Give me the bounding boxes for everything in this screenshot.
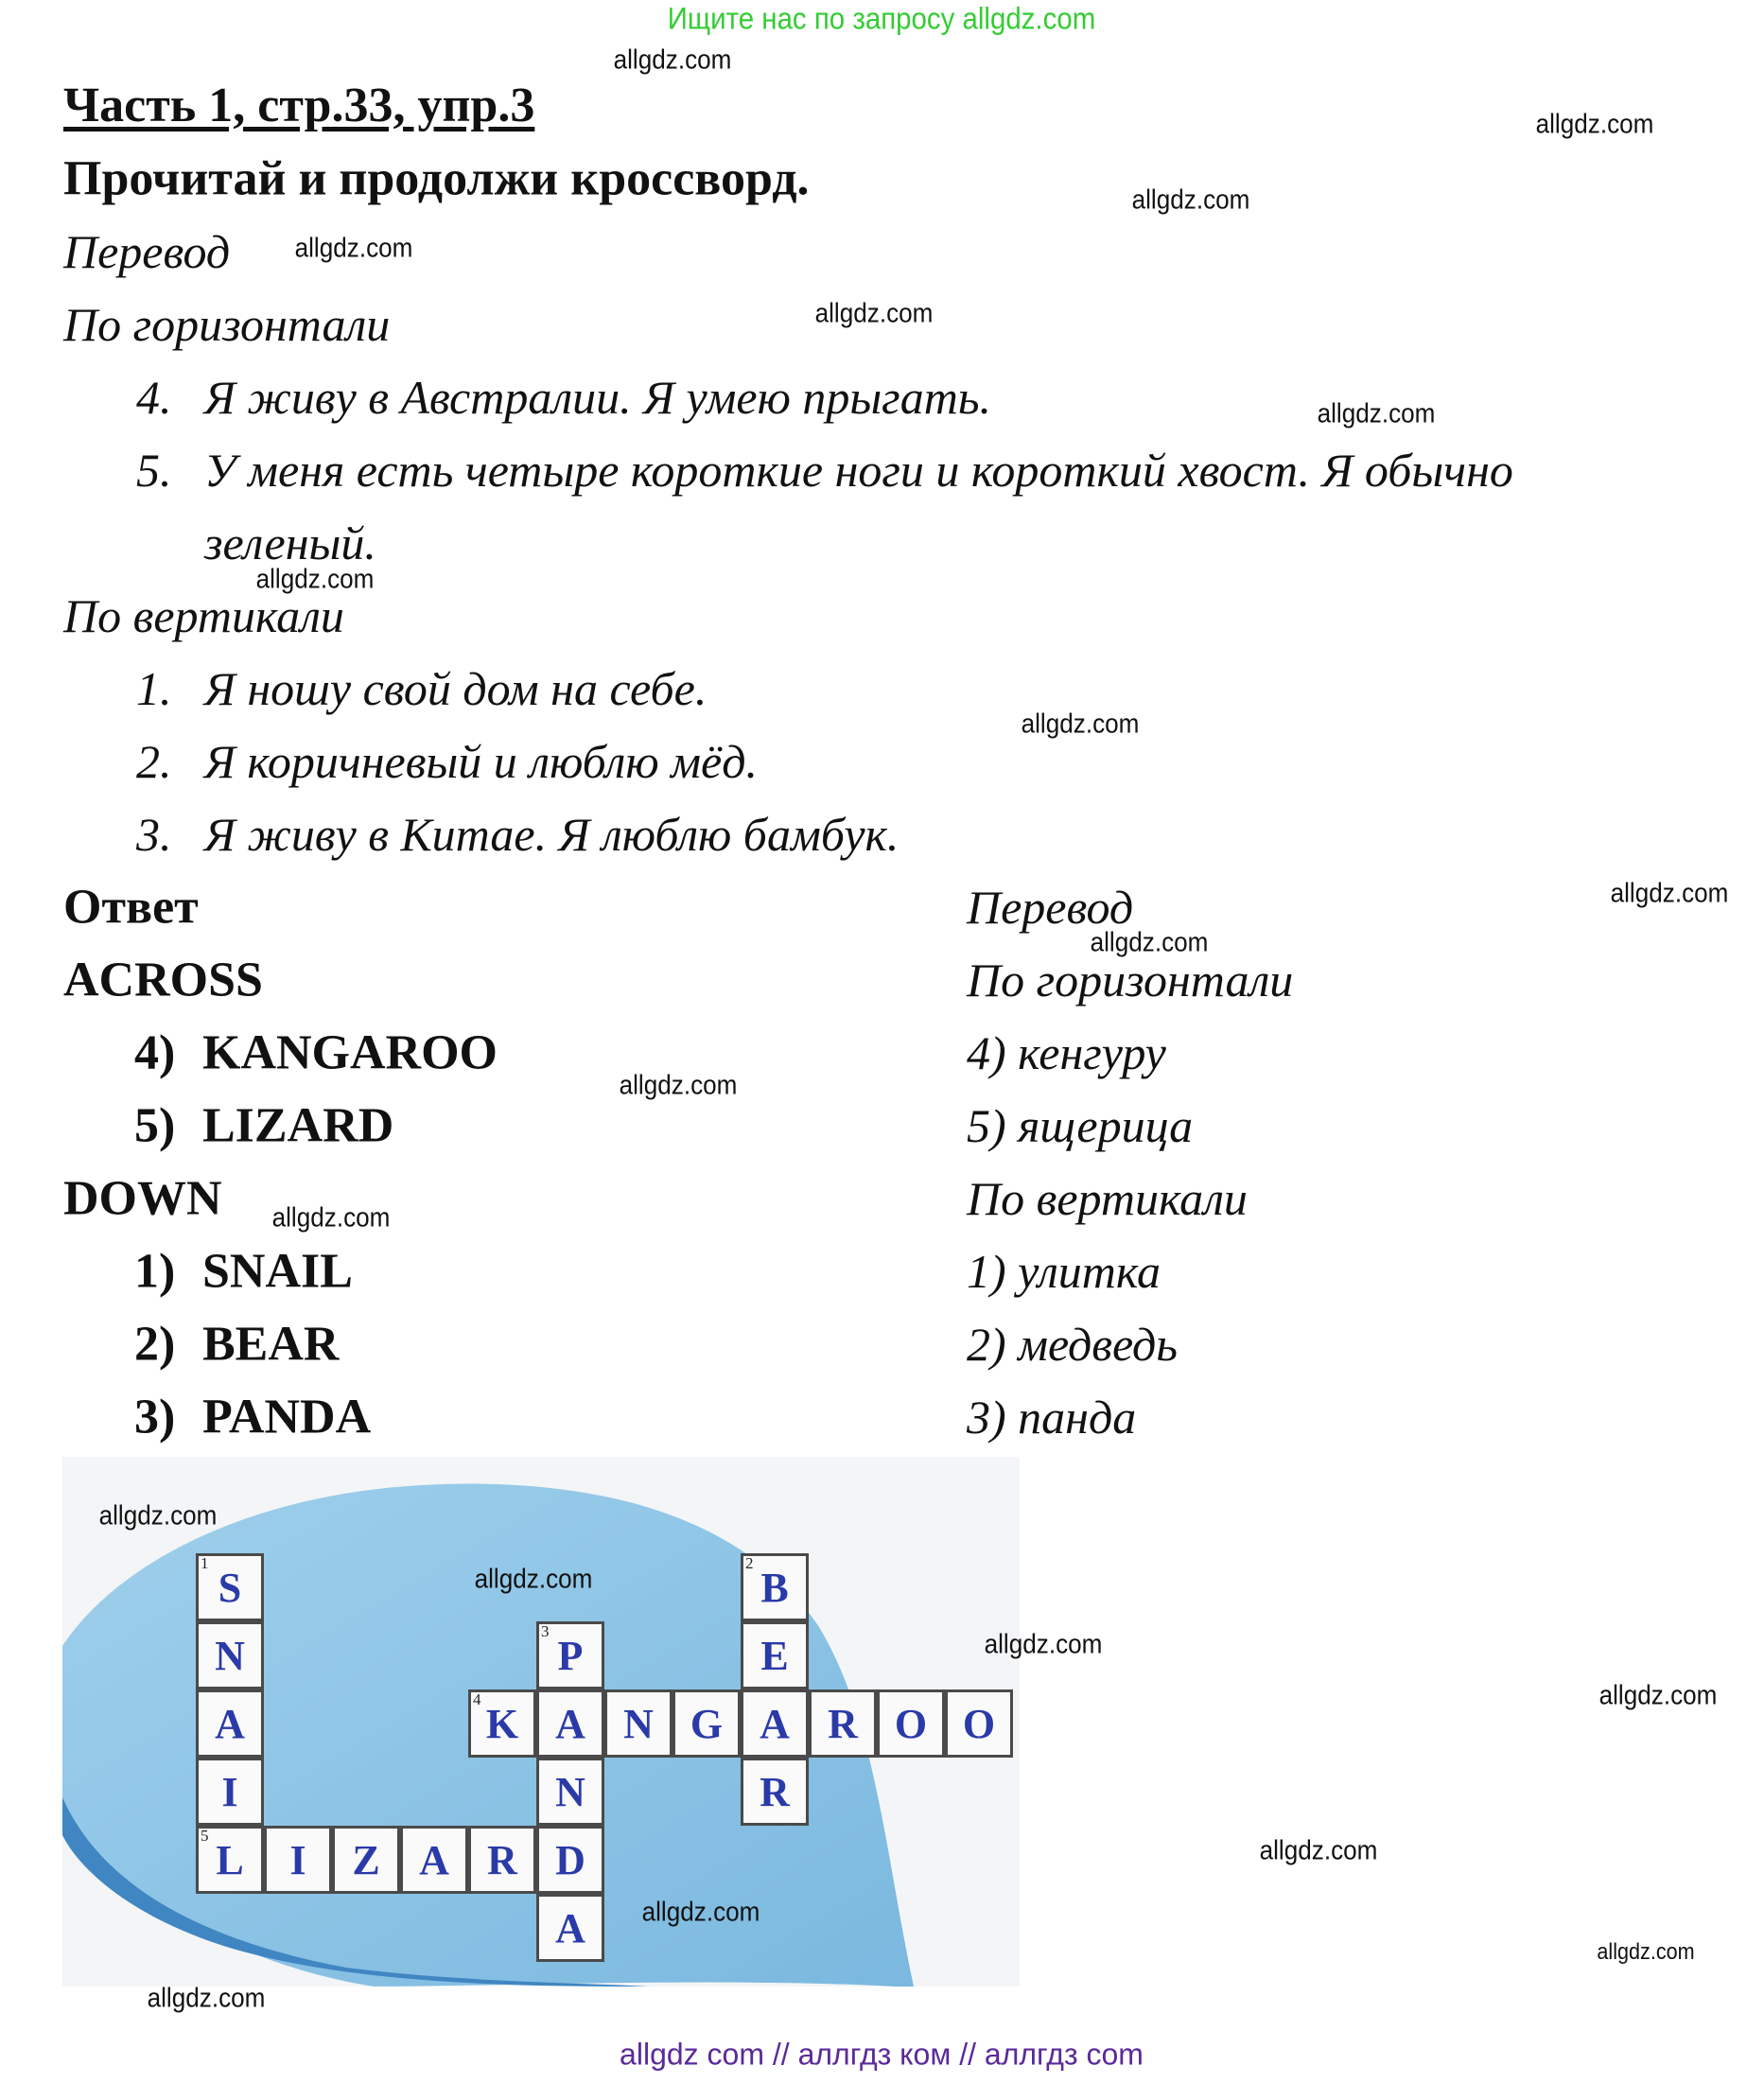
crossword-clue-number: 5 bbox=[201, 1827, 209, 1845]
watermark: allgdz.com bbox=[98, 1500, 218, 1532]
answer-down-3 bbox=[134, 1390, 371, 1445]
crossword-cell bbox=[809, 1689, 877, 1758]
clue-across-5-continued: зеленый. bbox=[204, 516, 376, 569]
watermark: allgdz.com bbox=[1610, 878, 1729, 909]
crossword-letter: I bbox=[221, 1768, 238, 1815]
across-label-ru: По горизонтали bbox=[63, 298, 391, 351]
clue-number: 2. bbox=[136, 735, 172, 788]
crossword-cell bbox=[877, 1689, 945, 1758]
crossword-cell bbox=[196, 1758, 264, 1826]
answer-word: LIZARD bbox=[202, 1098, 394, 1153]
clue-text: У меня есть четыре короткие ноги и короткий хвост. Я обычно bbox=[204, 444, 1513, 497]
clue-across-5 bbox=[136, 443, 1513, 498]
crossword-letter: I bbox=[289, 1836, 306, 1883]
watermark: allgdz.com bbox=[613, 44, 732, 76]
clue-number: 5. bbox=[136, 444, 172, 497]
crossword-clue-number: 1 bbox=[201, 1554, 209, 1572]
answer-word: SNAIL bbox=[202, 1244, 353, 1299]
crossword-cell bbox=[741, 1553, 809, 1621]
crossword-letter: N bbox=[623, 1700, 654, 1747]
translation-down-1: 1) улитка bbox=[967, 1245, 1161, 1298]
clue-text: Я живу в Австралии. Я умею прыгать. bbox=[204, 371, 992, 424]
crossword-cell bbox=[196, 1689, 264, 1758]
down-label: DOWN bbox=[63, 1171, 222, 1226]
crossword-cell bbox=[196, 1553, 264, 1621]
watermark: allgdz.com bbox=[271, 1202, 391, 1234]
watermark: allgdz.com bbox=[984, 1629, 1103, 1660]
crossword-letter: N bbox=[215, 1632, 245, 1679]
crossword-letter: K bbox=[485, 1700, 519, 1747]
answer-word: BEAR bbox=[202, 1317, 340, 1372]
clue-across-4 bbox=[136, 370, 991, 425]
crossword-letter: E bbox=[760, 1632, 789, 1679]
page-title: Часть 1, стр.33, упр.3 bbox=[63, 79, 535, 132]
crossword-letter: A bbox=[555, 1904, 585, 1952]
answer-number: 1) bbox=[134, 1244, 176, 1299]
answer-word: PANDA bbox=[202, 1390, 372, 1444]
clue-down-1 bbox=[136, 661, 707, 716]
bottom-banner[interactable]: allgdz com // аллгдз ком // аллгдз com bbox=[620, 2037, 1144, 2072]
crossword-letter: N bbox=[555, 1768, 585, 1815]
crossword-letter: A bbox=[215, 1700, 245, 1747]
crossword-cell bbox=[332, 1826, 400, 1894]
crossword-letter: O bbox=[962, 1700, 996, 1747]
answer-number: 3) bbox=[134, 1390, 176, 1444]
translation-down-2: 2) медведь bbox=[967, 1318, 1178, 1371]
crossword-cell bbox=[536, 1826, 604, 1894]
translation-across-5: 5) ящерица bbox=[967, 1099, 1194, 1152]
crossword-letter: L bbox=[216, 1836, 244, 1883]
crossword-cell bbox=[672, 1689, 741, 1758]
crossword-cell bbox=[536, 1758, 604, 1826]
crossword-letter: G bbox=[690, 1700, 724, 1747]
crossword-image bbox=[62, 1457, 1020, 1987]
clue-text: Я коричневый и люблю мёд. bbox=[204, 735, 759, 788]
watermark: allgdz.com bbox=[1021, 709, 1140, 740]
clue-down-3 bbox=[136, 807, 899, 862]
clue-number: 1. bbox=[136, 662, 172, 715]
watermark: allgdz.com bbox=[1598, 1680, 1718, 1711]
crossword-letter: A bbox=[760, 1700, 790, 1747]
crossword-cell bbox=[400, 1826, 468, 1894]
clue-number: 3. bbox=[136, 808, 172, 861]
task-text: Прочитай и продолжи кроссворд. bbox=[63, 151, 810, 206]
answer-number: 2) bbox=[134, 1317, 176, 1372]
watermark: allgdz.com bbox=[147, 1983, 266, 2014]
crossword-cell bbox=[468, 1826, 536, 1894]
crossword-cell bbox=[196, 1621, 264, 1689]
down-label-ru-2: По вертикали bbox=[967, 1172, 1248, 1225]
crossword-letter: R bbox=[760, 1768, 790, 1815]
watermark: allgdz.com bbox=[1597, 1939, 1695, 1965]
answer-down-2 bbox=[134, 1317, 339, 1373]
crossword-cell bbox=[536, 1621, 604, 1689]
crossword-letter: O bbox=[894, 1700, 928, 1747]
answer-across-5 bbox=[134, 1098, 393, 1154]
translation-down-3: 3) панда bbox=[967, 1391, 1137, 1444]
crossword-clue-number: 2 bbox=[745, 1554, 754, 1572]
crossword-cell bbox=[604, 1689, 672, 1758]
watermark: allgdz.com bbox=[1259, 1835, 1378, 1866]
answer-number: 5) bbox=[134, 1098, 176, 1153]
answer-label: Ответ bbox=[63, 880, 199, 935]
down-label-ru: По вертикали bbox=[63, 589, 344, 642]
across-label-ru-2: По горизонтали bbox=[967, 954, 1294, 1006]
translation-label: Перевод bbox=[63, 225, 231, 278]
clue-number: 4. bbox=[136, 371, 172, 424]
watermark: allgdz.com bbox=[1317, 398, 1436, 429]
translation-across-4: 4) кенгуру bbox=[967, 1026, 1166, 1079]
crossword-cell bbox=[196, 1826, 264, 1894]
crossword-letter: R bbox=[828, 1700, 858, 1747]
crossword-clue-number: 3 bbox=[541, 1622, 550, 1640]
crossword-cell bbox=[536, 1894, 604, 1962]
crossword-cell bbox=[945, 1689, 1013, 1758]
watermark: allgdz.com bbox=[1131, 184, 1250, 216]
crossword-letter: P bbox=[557, 1632, 584, 1679]
crossword-cell bbox=[741, 1689, 809, 1758]
watermark: allgdz.com bbox=[1535, 109, 1654, 140]
crossword-cell bbox=[741, 1621, 809, 1689]
crossword-letter: R bbox=[487, 1836, 517, 1883]
crossword-clue-number: 4 bbox=[473, 1690, 481, 1708]
clue-down-2 bbox=[136, 734, 758, 789]
crossword-letter: D bbox=[555, 1836, 585, 1883]
answer-down-1 bbox=[134, 1244, 353, 1300]
watermark: allgdz.com bbox=[619, 1070, 738, 1101]
translation-label-2: Перевод bbox=[967, 881, 1134, 934]
watermark: allgdz.com bbox=[814, 298, 934, 329]
search-banner[interactable]: Ищите нас по запросу allgdz.com bbox=[667, 1, 1096, 36]
crossword-letter: A bbox=[555, 1700, 585, 1747]
crossword-letter: Z bbox=[352, 1836, 380, 1883]
crossword-cell bbox=[468, 1689, 536, 1758]
answer-across-4 bbox=[134, 1025, 498, 1081]
clue-text: Я живу в Китае. Я люблю бамбук. bbox=[204, 808, 899, 861]
crossword-cell bbox=[741, 1758, 809, 1826]
crossword-letter: A bbox=[419, 1836, 449, 1883]
watermark: allgdz.com bbox=[641, 1897, 760, 1928]
watermark: allgdz.com bbox=[1090, 927, 1209, 958]
crossword-letter: B bbox=[760, 1564, 789, 1611]
crossword-cell bbox=[264, 1826, 332, 1894]
crossword-letter: S bbox=[218, 1564, 242, 1611]
crossword-cell bbox=[536, 1689, 604, 1758]
watermark: allgdz.com bbox=[474, 1564, 593, 1595]
answer-word: KANGAROO bbox=[202, 1025, 498, 1080]
watermark: allgdz.com bbox=[294, 233, 413, 264]
clue-text: Я ношу свой дом на себе. bbox=[204, 662, 707, 715]
across-label: ACROSS bbox=[63, 953, 263, 1007]
answer-number: 4) bbox=[134, 1025, 176, 1080]
watermark: allgdz.com bbox=[255, 564, 375, 595]
